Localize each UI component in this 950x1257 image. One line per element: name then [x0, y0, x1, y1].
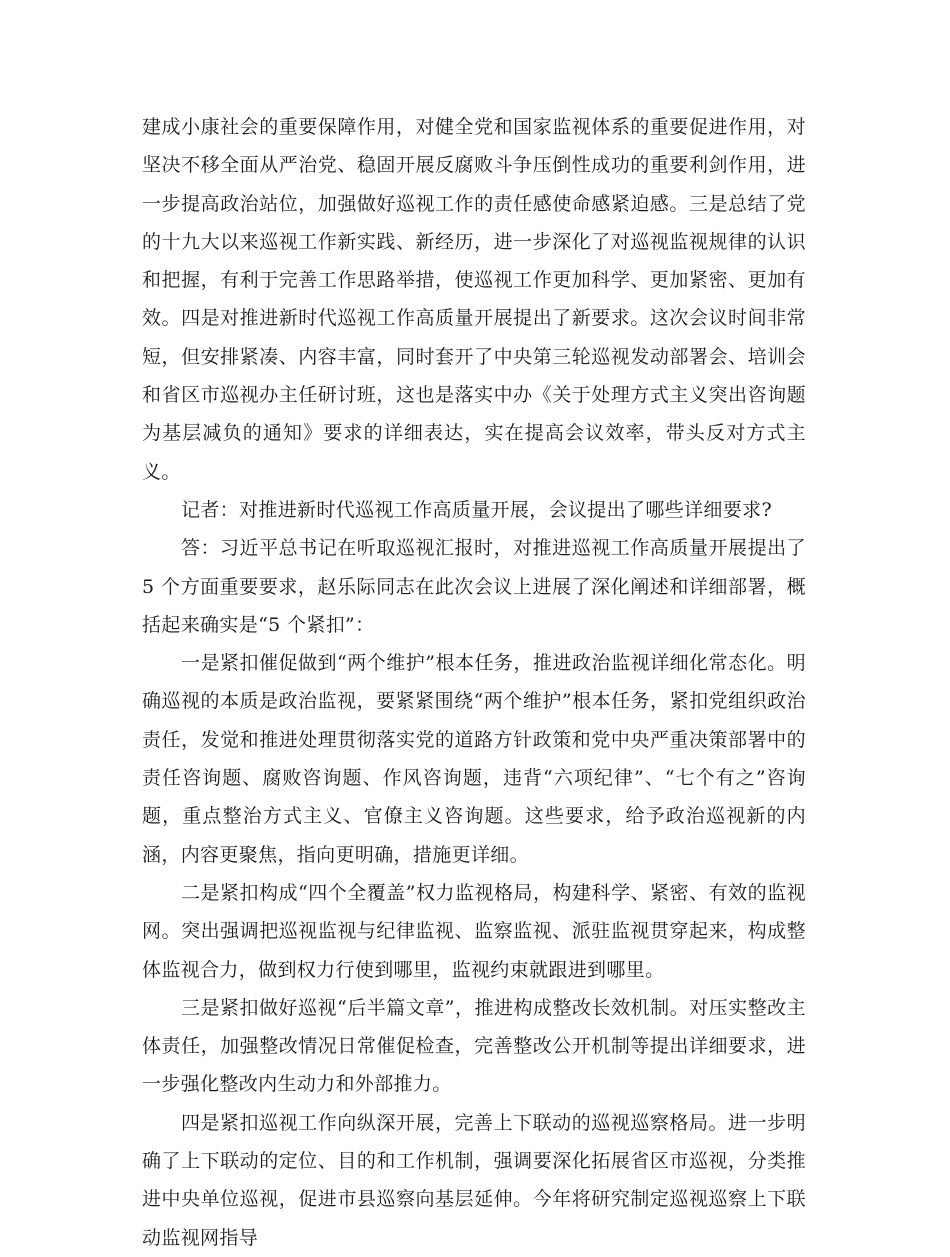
paragraph-point-four: 四是紧扣巡视工作向纵深开展，完善上下联动的巡视巡察格局。进一步明确了上下联动的定位、目的和工作机制，强调要深化拓展省区市巡视，分类推进中央单位巡视，促进市县巡察向基层延伸。今年将研究制定巡视巡察上下联动监视网指导	[142, 1111, 806, 1249]
paragraph-point-one: 一是紧扣催促做到“两个维护”根本任务，推进政治监视详细化常态化。明确巡视的本质是政治监视，要紧紧围绕“两个维护”根本任务，紧扣党组织政治责任，发觉和推进处理贯彻落实党的道路方针政策和党中央严重决策部署中的责任咨询题、腐败咨询题、作风咨询题，违背“六项纪律”、“七个有之”咨询题，重点整治方式主义、官僚主义咨询题。这些要求，给予政治巡视新的内涵，内容更聚焦，指向更明确，措施更详细。	[142, 652, 806, 866]
paragraph-answer: 答：习近平总书记在听取巡视汇报时，对推进巡视工作高质量开展提出了 5 个方面重要要求，赵乐际同志在此次会议上进展了深化阐述和详细部署，概括起来确实是“5 个紧扣”：	[142, 537, 806, 636]
paragraph-point-two: 二是紧扣构成“四个全覆盖”权力监视格局，构建科学、紧密、有效的监视网。突出强调把巡视监视与纪律监视、监察监视、派驻监视贯穿起来，构成整体监视合力，做到权力行使到哪里，监视约束就跟进到哪里。	[142, 881, 806, 981]
paragraph-point-three: 三是紧扣做好巡视“后半篇文章”，推进构成整改长效机制。对压实整改主体责任，加强整改情况日常催促检查，完善整改公开机制等提出详细要求，进一步强化整改内生动力和外部推力。	[142, 996, 806, 1096]
paragraph-reporter-question: 记者：对推进新时代巡视工作高质量开展，会议提出了哪些详细要求?	[180, 498, 772, 521]
paragraph-continued: 建成小康社会的重要保障作用，对健全党和国家监视体系的重要促进作用，对坚决不移全面从严治党、稳固开展反腐败斗争压倒性成功的重要利剑作用，进一步提高政治站位，加强做好巡视工作的责任感使命感紧迫感。三是总结了党的十九大以来巡视工作新实践、新经历，进一步深化了对巡视监视规律的认识和把握，有利于完善工作思路举措，使巡视工作更加科学、更加紧密、更加有效。四是对推进新时代巡视工作高质量开展提出了新要求。这次会议时间非常短，但安排紧凑、内容丰富，同时套开了中央第三轮巡视发动部署会、培训会和省区市巡视办主任研讨班，这也是落实中办《关于处理方式主义突出咨询题为基层减负的通知》要求的详细表达，实在提高会议效率，带头反对方式主义。	[142, 116, 806, 483]
document-body	[142, 108, 806, 1257]
